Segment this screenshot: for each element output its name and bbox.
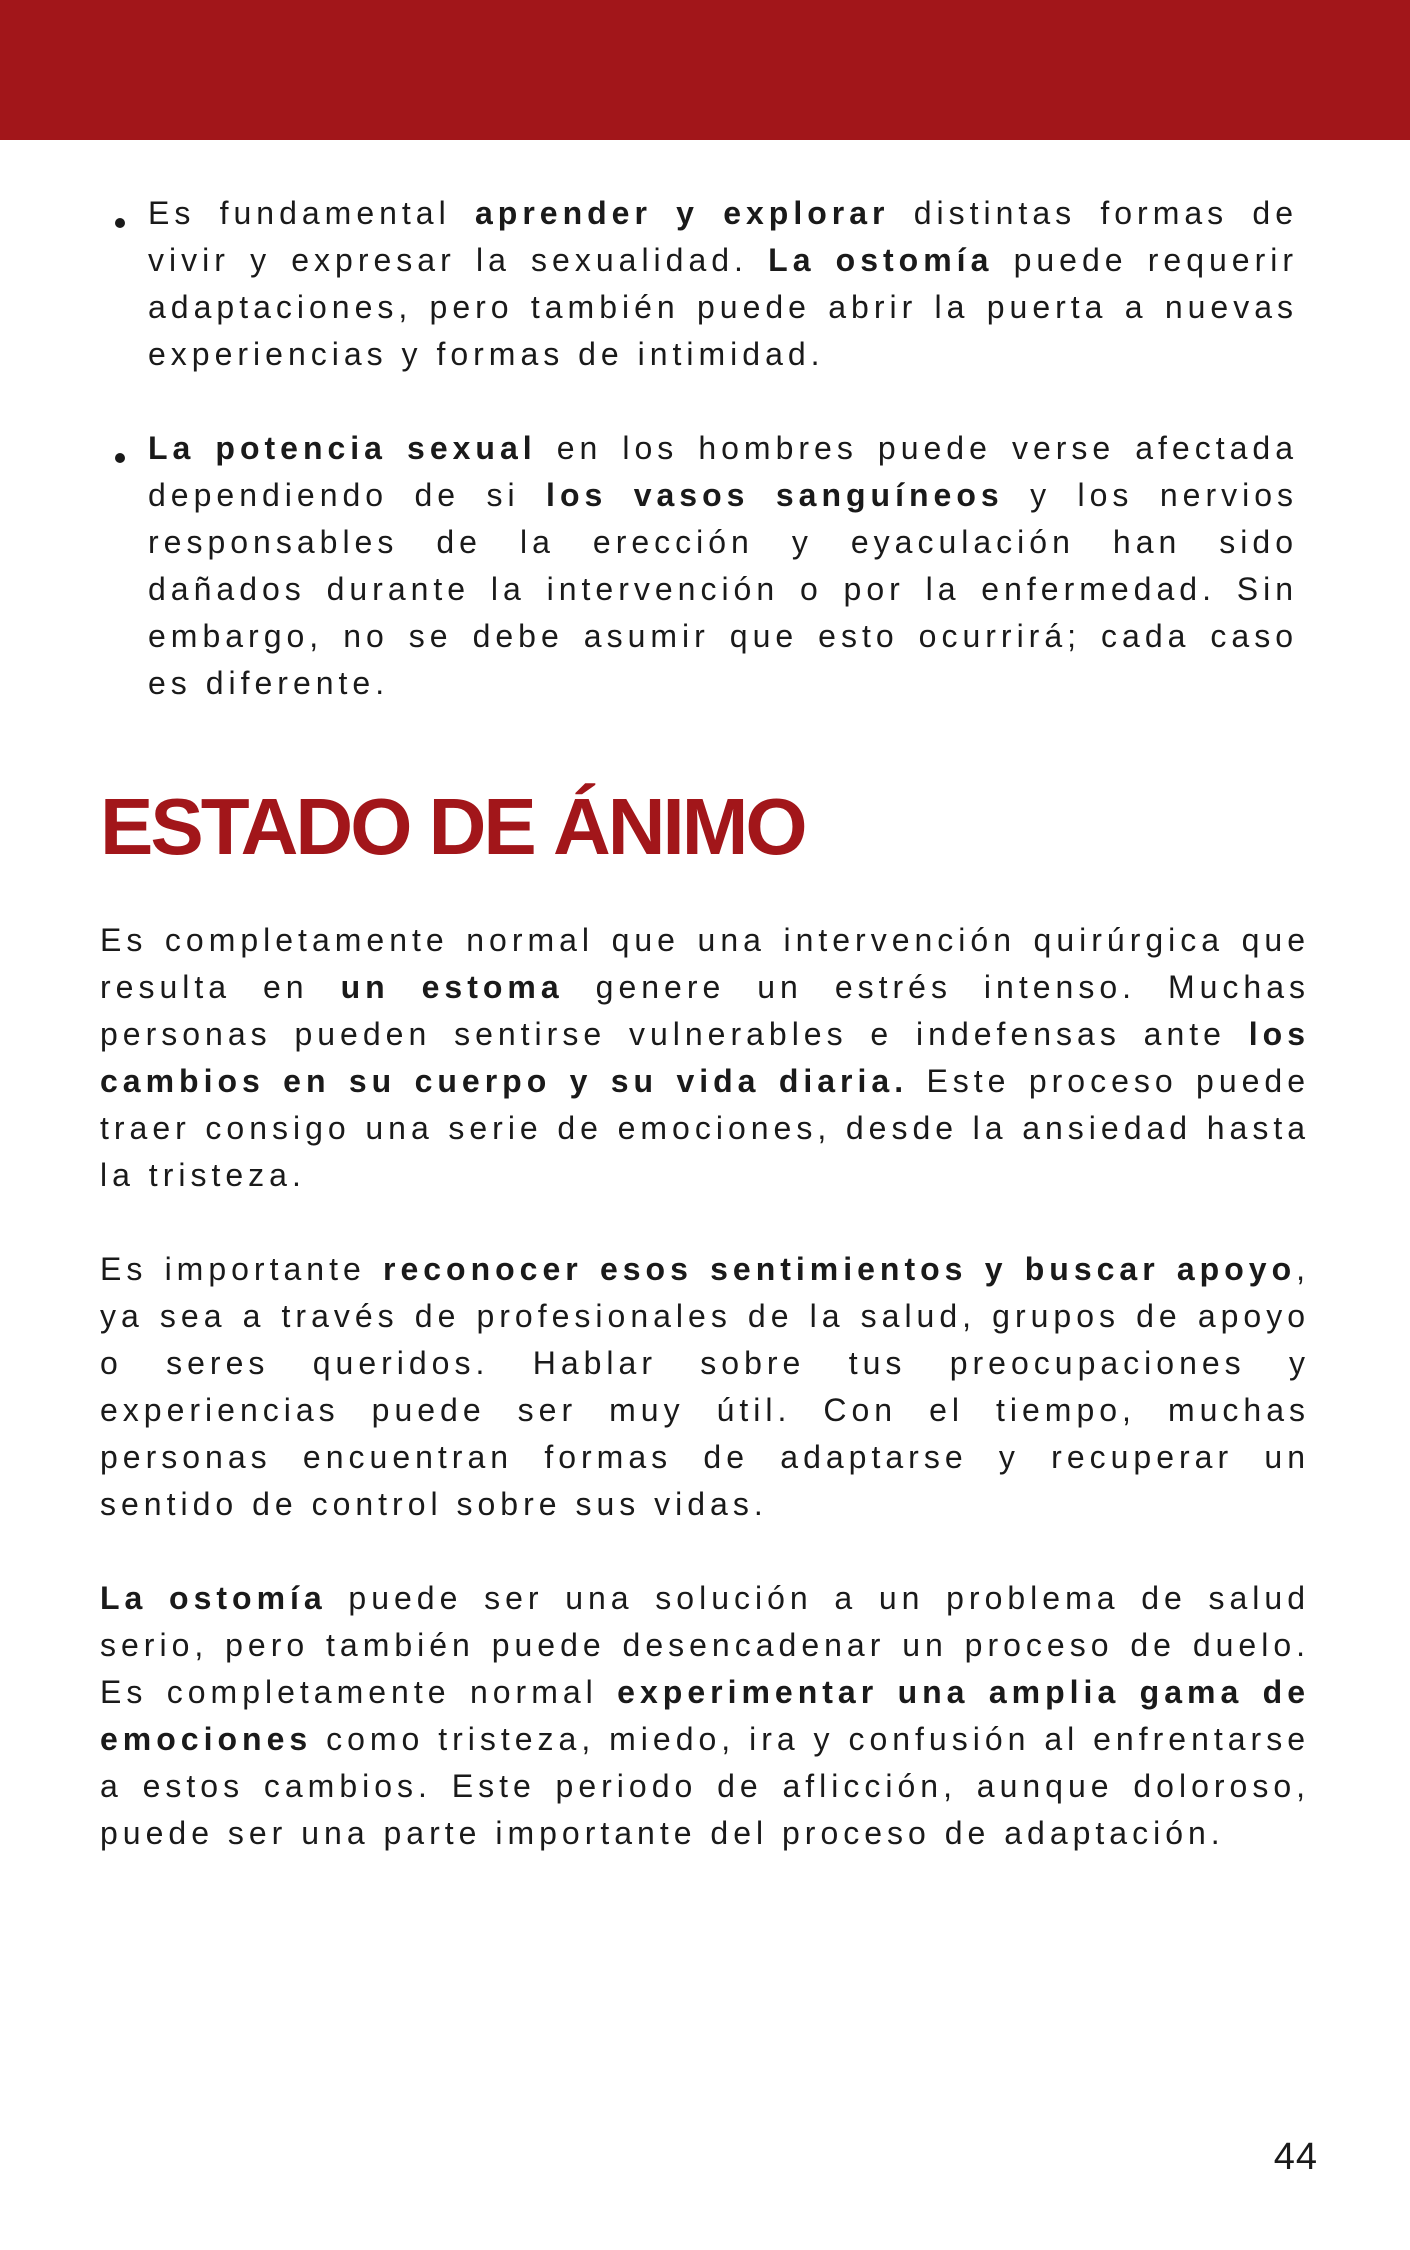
- bold-text: los cambios en su cuerpo y su vida diaria.: [100, 1016, 1310, 1099]
- body-paragraph: [100, 917, 1310, 1199]
- bold-text: La ostomía: [768, 242, 994, 278]
- bullet-text: [148, 425, 1298, 707]
- section-title: ESTADO DE ÁNIMO: [100, 782, 805, 871]
- page-content: [100, 190, 1310, 1904]
- text-run: Es importante: [100, 1251, 383, 1287]
- text-run: puede requerir adaptaciones, pero también puede abrir la puerta a nuevas experiencias y formas de intimidad.: [148, 242, 1299, 372]
- text-run: , ya sea a través de profesionales de la salud, grupos de apoyo o seres queridos. Hablar sobre tus preocupaciones y experiencias puede ser muy útil. Con el tiempo, muchas personas encuentran formas de adaptarse y recuperar un sentido de control sobre sus vidas.: [100, 1251, 1311, 1522]
- text-run: en los hombres puede verse afectada dependiendo de si: [148, 430, 1299, 513]
- header-band: [0, 0, 1410, 140]
- bold-text: experimentar una amplia gama de emociones: [100, 1674, 1311, 1757]
- bold-text: los vasos sanguíneos: [546, 477, 1004, 513]
- text-run: puede ser una solución a un problema de salud serio, pero también puede desencadenar un proceso de duelo. Es completamente normal: [100, 1580, 1311, 1710]
- text-run: genere un estrés intenso. Muchas personas pueden sentirse vulnerables e indefensas ante: [100, 969, 1311, 1052]
- bold-text: La potencia sexual: [148, 430, 537, 466]
- text-run: como tristeza, miedo, ira y confusión al enfrentarse a estos cambios. Este periodo de aflicción, aunque doloroso, puede ser una parte importante del proceso de adaptación.: [100, 1721, 1310, 1851]
- bullet-item: [148, 190, 1298, 378]
- page-number: 44: [1273, 2136, 1318, 2178]
- text-run: Es fundamental: [148, 195, 475, 231]
- bold-text: reconocer esos sentimientos y buscar apoyo: [382, 1251, 1297, 1287]
- bullet-text: [148, 190, 1298, 378]
- bold-text: aprender y explorar: [474, 195, 890, 231]
- bullet-list: [100, 190, 1298, 707]
- bold-text: un estoma: [340, 969, 564, 1005]
- bold-text: La ostomía: [100, 1580, 327, 1616]
- bullet-item: [148, 425, 1298, 707]
- text-run: distintas formas de vivir y expresar la sexualidad.: [148, 195, 1299, 278]
- text-run: y los nervios responsables de la erección y eyaculación han sido dañados durante la intervención o por la enfermedad. Sin embargo, no se debe asumir que esto ocurrirá; cada caso es diferente.: [148, 477, 1298, 701]
- text-run: Este proceso puede traer consigo una serie de emociones, desde la ansiedad hasta la tristeza.: [100, 1063, 1311, 1193]
- body-paragraph: [100, 1246, 1310, 1528]
- text-run: Es completamente normal que una intervención quirúrgica que resulta en: [100, 922, 1310, 1005]
- body-paragraph: [100, 1575, 1310, 1857]
